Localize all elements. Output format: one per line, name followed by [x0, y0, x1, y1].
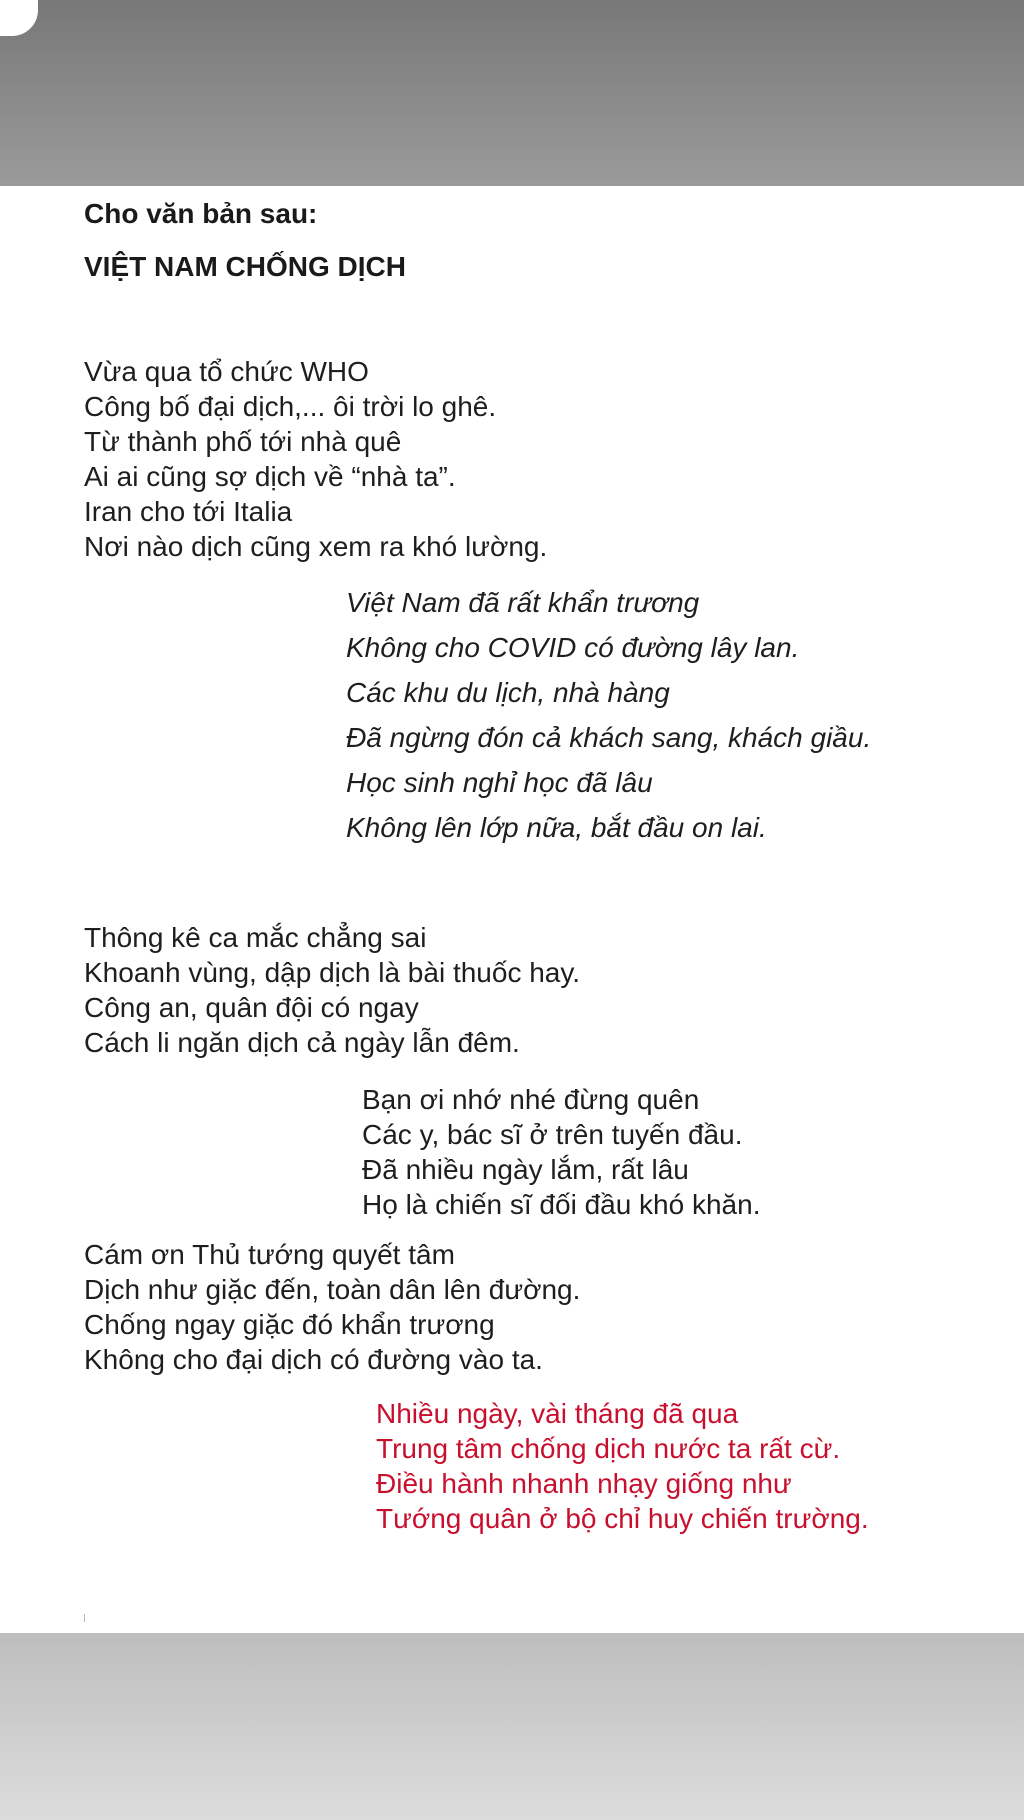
poem-line: Đã ngừng đón cả khách sang, khách giầu.: [346, 722, 872, 753]
poem-line: Họ là chiến sĩ đối đầu khó khăn.: [362, 1189, 761, 1220]
stanza-4: [362, 1082, 760, 1222]
poem-line: Tướng quân ở bộ chỉ huy chiến trường.: [376, 1503, 869, 1534]
poem-line: Không cho COVID có đường lây lan.: [346, 632, 800, 663]
scan-speck: [84, 1614, 85, 1622]
poem-line: Chống ngay giặc đó khẩn trương: [84, 1309, 495, 1340]
stanza-5: [84, 1237, 580, 1377]
poem-line: Iran cho tới Italia: [84, 496, 293, 527]
poem-line: Thông kê ca mắc chẳng sai: [84, 922, 427, 953]
poem-line: Điều hành nhanh nhạy giống như: [376, 1468, 792, 1499]
poem-line: Bạn ơi nhớ nhé đừng quên: [362, 1084, 700, 1115]
poem-line: Công an, quân đội có ngay: [84, 992, 419, 1023]
poem-line: Học sinh nghỉ học đã lâu: [346, 767, 653, 798]
poem-line: Không cho đại dịch có đường vào ta.: [84, 1344, 543, 1375]
stanza-1: [84, 354, 547, 564]
poem-line: Cách li ngăn dịch cả ngày lẫn đêm.: [84, 1027, 520, 1058]
bottom-background-band: [0, 1633, 1024, 1820]
poem-line: Vừa qua tổ chức WHO: [84, 356, 369, 387]
poem-line: Cám ơn Thủ tướng quyết tâm: [84, 1239, 455, 1270]
poem-line: Khoanh vùng, dập dịch là bài thuốc hay.: [84, 957, 581, 988]
poem-line: Nơi nào dịch cũng xem ra khó lường.: [84, 531, 548, 562]
top-background-band: [0, 0, 1024, 186]
poem-title: VIỆT NAM CHỐNG DỊCH: [84, 251, 406, 282]
poem-line: Đã nhiều ngày lắm, rất lâu: [362, 1154, 689, 1185]
poem-line: Dịch như giặc đến, toàn dân lên đường.: [84, 1274, 581, 1305]
poem-line: Việt Nam đã rất khẩn trương: [346, 587, 700, 618]
poem-line: Ai ai cũng sợ dịch về “nhà ta”.: [84, 461, 456, 492]
poem-line: Trung tâm chống dịch nước ta rất cừ.: [376, 1433, 841, 1464]
stanza-2: [346, 580, 871, 850]
intro-text: Cho văn bản sau:: [84, 198, 318, 229]
poem-line: Nhiều ngày, vài tháng đã qua: [376, 1398, 739, 1429]
poem-line: Không lên lớp nữa, bắt đầu on lai.: [346, 812, 767, 843]
poem-line: Các khu du lịch, nhà hàng: [346, 677, 670, 708]
poem-line: Công bố đại dịch,... ôi trời lo ghê.: [84, 391, 497, 422]
poem-line: Từ thành phố tới nhà quê: [84, 426, 402, 457]
stanza-3: [84, 920, 580, 1060]
stanza-6-highlighted: [376, 1396, 869, 1536]
poem-line: Các y, bác sĩ ở trên tuyến đầu.: [362, 1119, 743, 1150]
